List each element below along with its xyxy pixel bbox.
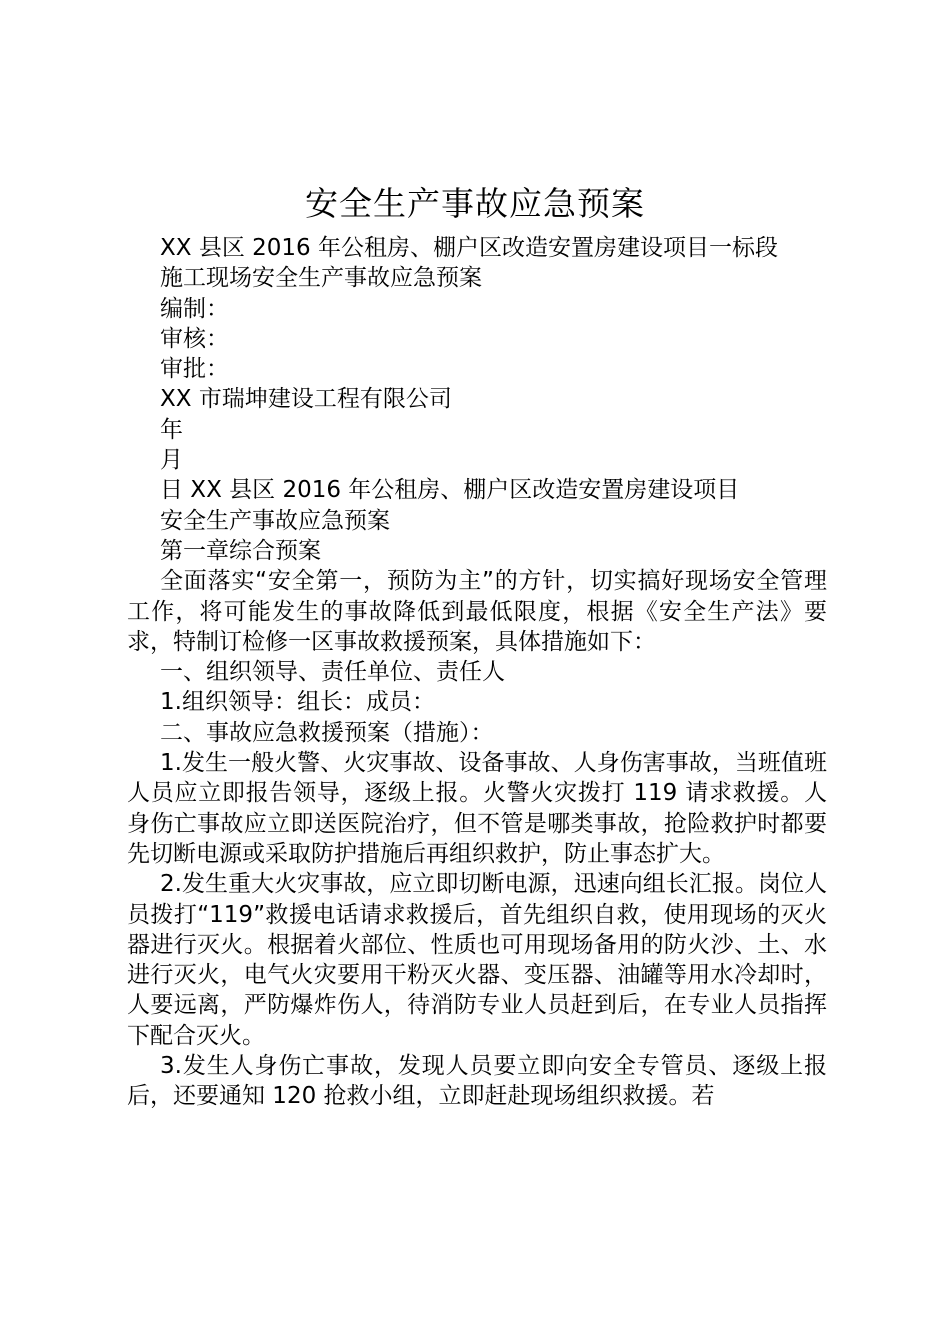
paragraph-measure-3: 3.发生人身伤亡事故，发现人员要立即向安全专管员、逐级上报后，还要通知 120 抢救小组，立即赶赴现场组织救援。若 [127, 1053, 827, 1110]
document-title: 安全生产事故应急预案 [305, 184, 645, 223]
paragraph-project-name: XX 县区 2016 年公租房、棚户区改造安置房建设项目一标段 [160, 235, 778, 261]
paragraph-chapter-heading: 第一章综合预案 [160, 537, 321, 564]
paragraph-section-two: 二、事故应急救援预案（措施）： [160, 719, 494, 746]
paragraph-section-one: 一、组织领导、责任单位、责任人 [160, 659, 505, 686]
paragraph-intro: 全面落实“安全第一，预防为主”的方针，切实搞好现场安全管理工作，将可能发生的事故降低到最低限度，根据《安全生产法》要求，特制订检修一区事故救援预案，具体措施如下： [127, 568, 827, 655]
paragraph-prepared-by: 编制： [160, 295, 229, 322]
paragraph-measure-1: 1.发生一般火警、火灾事故、设备事故、人身伤害事故，当班值班人员应立即报告领导，逐级上报。火警火灾拨打 119 请求救援。人身伤亡事故应立即送医院治疗，但不管是哪类事故，抢险救护时都要先切断电源或采取防护措施后再组织救护，防止事态扩大。 [127, 750, 827, 867]
paragraph-plan-name: 施工现场安全生产事故应急预案 [160, 265, 482, 292]
paragraph-reviewed-by: 审核： [160, 325, 229, 352]
paragraph-year: 年 [160, 416, 183, 443]
paragraph-day-project: 日 XX 县区 2016 年公租房、棚户区改造安置房建设项目 [160, 477, 740, 504]
paragraph-subtitle: 安全生产事故应急预案 [160, 507, 390, 534]
paragraph-month: 月 [160, 447, 183, 474]
paragraph-leadership: 1.组织领导：组长：成员： [160, 689, 435, 716]
paragraph-measure-2: 2.发生重大火灾事故，应立即切断电源，迅速向组长汇报。岗位人员拨打“119”救援电话请求救援后，首先组织自救，使用现场的灭火器进行灭火。根据着火部位、性质也可用现场备用的防火沙、土、水进行灭火，电气火灾要用干粉灭火器、变压器、油罐等用水冷却时，人要远离，严防爆炸伤人，待消防专业人员赶到后，在专业人员指挥下配合灭火。 [127, 871, 827, 1049]
paragraph-approved-by: 审批： [160, 356, 229, 383]
document-body [127, 233, 827, 1112]
paragraph-company: XX 市瑞坤建设工程有限公司 [160, 386, 452, 413]
